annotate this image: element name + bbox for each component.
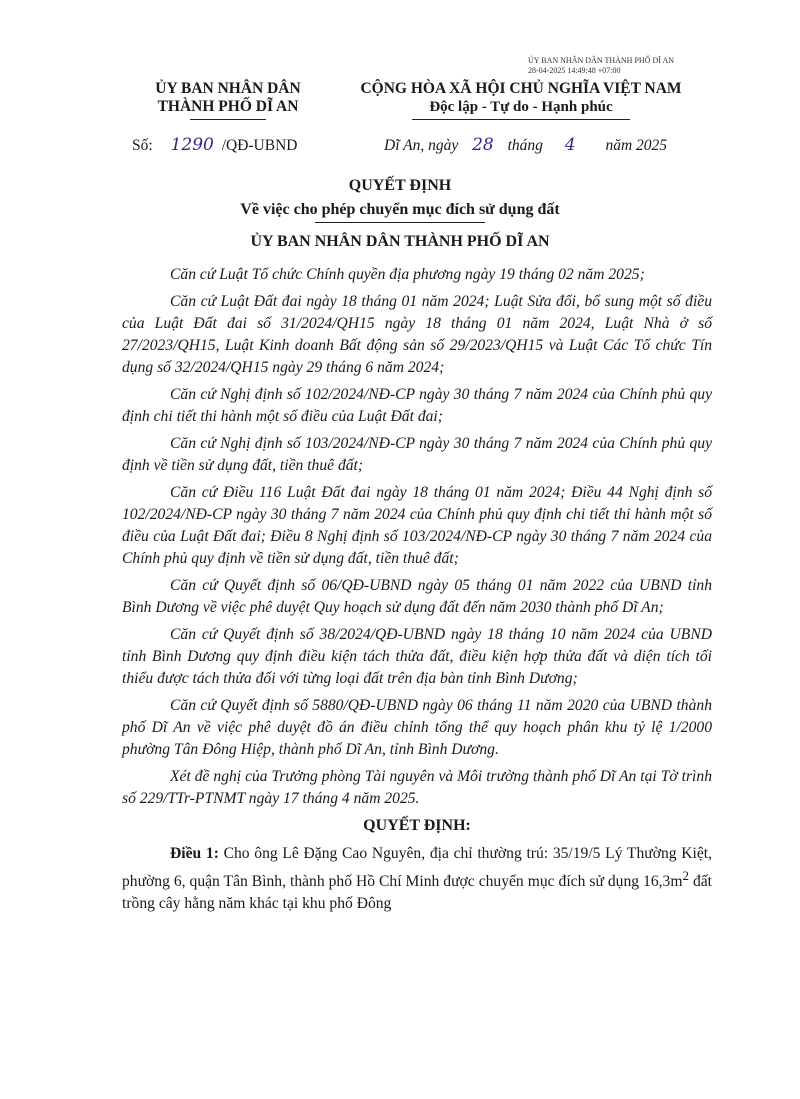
stamp-timestamp: 28-04-2025 14:49:48 +07:00 [528, 66, 621, 75]
digital-signature-stamp [528, 56, 674, 76]
legal-basis-paragraph: Căn cứ Nghị định số 102/2024/NĐ-CP ngày 30 tháng 7 năm 2024 của Chính phủ quy định chi tiết thi hành một số điều của Luật Đất đai; [122, 386, 712, 425]
national-header [330, 80, 712, 120]
stamp-org: ỦY BAN NHÂN DÂN THÀNH PHỐ DĨ AN [528, 56, 674, 65]
number-prefix: Số: [132, 137, 153, 154]
proposal-paragraph: Xét đề nghị của Trưởng phòng Tài nguyên và Môi trường thành phố Dĩ An tại Tờ trình số 229/TTr-PTNMT ngày 17 tháng 4 năm 2025. [122, 768, 712, 807]
number-suffix: /QĐ-UBND [221, 137, 298, 154]
motto-underline [412, 119, 630, 120]
legal-basis-paragraph: Căn cứ Quyết định số 06/QĐ-UBND ngày 05 tháng 01 năm 2022 của UBND tỉnh Bình Dương về việc phê duyệt Quy hoạch sử dụng đất đến năm 2030 thành phố Dĩ An; [122, 577, 712, 616]
national-motto: Độc lập - Tự do - Hạnh phúc [429, 99, 613, 115]
document-body [122, 264, 712, 920]
area-unit-superscript: 2 [682, 868, 689, 883]
date-year: năm 2025 [605, 137, 668, 154]
legal-basis-paragraph: Căn cứ Luật Đất đai ngày 18 tháng 01 năm 2024; Luật Sửa đổi, bổ sung một số điều của Luật Đất đai số 31/2024/QH15 ngày 18 tháng 01 năm 2024, Luật Nhà ở số 27/2023/QH15, Luật Kinh doanh Bất động sản số 29/2023/QH15 và Luật Các Tổ chức Tín dụng số 32/2024/QH15 ngày 29 tháng 6 năm 2024; [122, 293, 712, 376]
issuer-header [132, 80, 324, 120]
handwritten-day: 28 [472, 135, 494, 155]
document-number [132, 135, 297, 155]
document-date [384, 135, 667, 155]
legal-basis-paragraph: Căn cứ Điều 116 Luật Đất đai ngày 18 tháng 01 năm 2024; Điều 44 Nghị định số 102/2024/NĐ-CP ngày 30 tháng 7 năm 2024 của Chính phủ quy định chi tiết thi hành một số điều của Luật Đất đai; Điều 8 Nghị định số 103/2024/NĐ-CP ngày 30 tháng 7 năm 2024 của Chính phủ quy định về tiền sử dụng đất, tiền thuê đất; [122, 484, 712, 567]
handwritten-month: 4 [564, 135, 576, 155]
issuer-underline [190, 119, 266, 120]
document-subtitle: Về việc cho phép chuyển mục đích sử dụng đất [240, 201, 560, 218]
subtitle-underline [315, 222, 485, 223]
article-1-text: Cho ông Lê Đặng Cao Nguyên, địa chỉ thường trú: 35/19/5 Lý Thường Kiệt, phường 6, quận Tân Bình, thành phố Hồ Chí Minh được chuyển mục đích sử dụng 16,3m [122, 845, 712, 891]
decision-heading: QUYẾT ĐỊNH: [363, 817, 471, 834]
document-title: QUYẾT ĐỊNH [348, 177, 452, 194]
article-1-label: Điều 1: [170, 845, 219, 862]
article-1 [122, 843, 712, 915]
legal-basis-paragraph: Căn cứ Quyết định số 38/2024/QĐ-UBND ngày 18 tháng 10 năm 2024 của UBND tỉnh Bình Dương quy định điều kiện tách thửa đất, điều kiện hợp thửa đất và diện tích tối thiểu được tách thửa đối với từng loại đất trên địa bàn tỉnh Bình Dương; [122, 626, 712, 687]
document-subtitle-block [0, 201, 800, 223]
issuer-line-1: ỦY BAN NHÂN DÂN [155, 80, 301, 97]
issuer-line-2: THÀNH PHỐ DĨ AN [157, 98, 299, 115]
legal-basis-paragraph: Căn cứ Nghị định số 103/2024/NĐ-CP ngày 30 tháng 7 năm 2024 của Chính phủ quy định về tiền sử dụng đất, tiền thuê đất; [122, 435, 712, 474]
handwritten-number: 1290 [170, 135, 214, 155]
month-label: tháng [507, 137, 543, 154]
date-prefix: Dĩ An, ngày [384, 137, 459, 154]
issuing-authority: ỦY BAN NHÂN DÂN THÀNH PHỐ DĨ AN [250, 233, 550, 250]
article-1-text-cont: đất trồng cây hằng năm khác tại khu phố Đông [122, 873, 713, 913]
legal-basis-paragraph: Căn cứ Quyết định số 5880/QĐ-UBND ngày 06 tháng 11 năm 2020 của UBND thành phố Dĩ An về việc phê duyệt đồ án điều chỉnh tổng thể quy hoạch phân khu tỷ lệ 1/2000 phường Tân Đông Hiệp, thành phố Dĩ An, tỉnh Bình Dương. [122, 697, 712, 758]
national-title: CỘNG HÒA XÃ HỘI CHỦ NGHĨA VIỆT NAM [360, 80, 682, 97]
legal-basis-paragraph: Căn cứ Luật Tổ chức Chính quyền địa phương ngày 19 tháng 02 năm 2025; [170, 266, 645, 283]
